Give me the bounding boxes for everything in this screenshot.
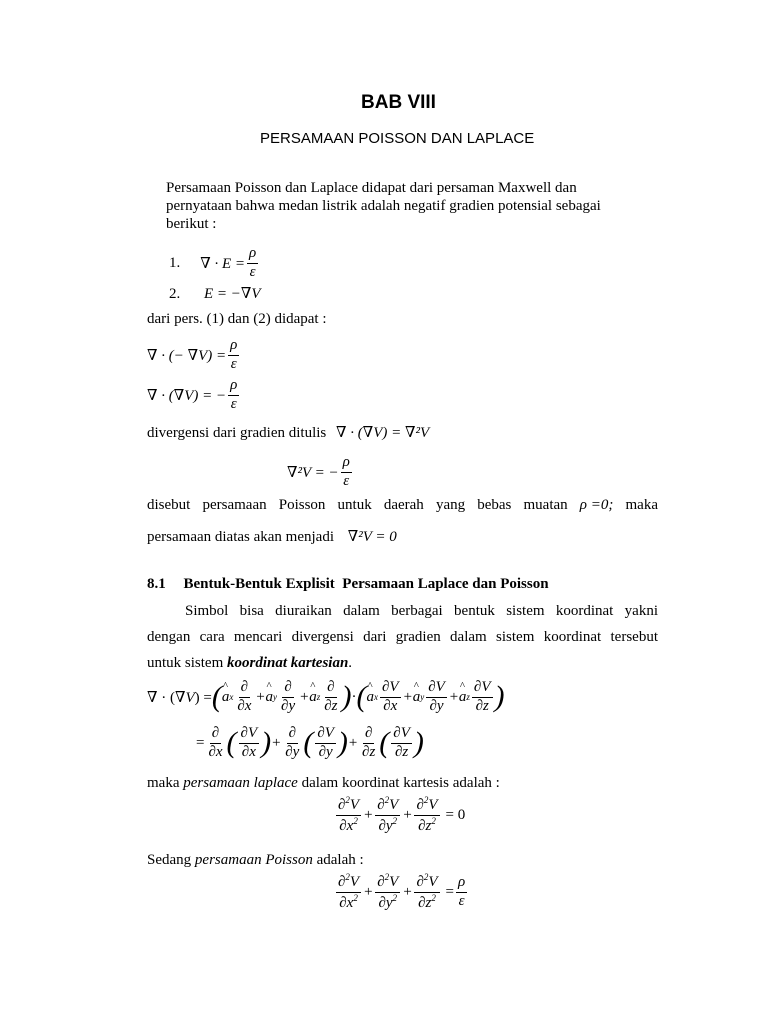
chapter-subtitle: PERSAMAAN POISSON DAN LAPLACE	[260, 130, 535, 147]
equation-lhs: ∇ · E =	[200, 255, 246, 272]
emphasis: persamaan laplace	[183, 775, 298, 791]
list-item-2	[169, 284, 261, 303]
denominator: ε	[249, 263, 256, 280]
intro-line-3: berikut :	[166, 216, 217, 232]
partial-sum-equation: = $\frac{\partial}{\partial x}$ ( $\frac{\partial V}{\partial x}$ ) + $\frac{\partial}{\partial y}$ ( $\frac{\partial V}{\partial y}$ ) + $\frac{\partial}{\partial z}$ ( $\frac{\partial V}{\partial z}$ )	[196, 725, 424, 760]
text: adalah :	[312, 852, 364, 868]
numerator: ρ	[228, 378, 239, 396]
word: disebut	[147, 497, 191, 513]
text: maka	[147, 775, 184, 791]
numerator: ρ	[247, 246, 258, 264]
text: untuk sistem	[147, 655, 228, 671]
fraction	[228, 378, 239, 413]
equation-neg-grad	[147, 338, 241, 373]
section-para-line-2: dengan cara mencari divergensi dari gradien dalam sistem koordinat tersebut	[147, 629, 658, 645]
equals-zero: = 0	[445, 806, 466, 823]
laplace-intro	[147, 775, 500, 792]
list-number: 2.	[169, 286, 181, 302]
word: maka	[625, 497, 658, 513]
equation: E = −∇V	[204, 286, 261, 302]
denominator: ε	[343, 472, 350, 489]
text-from-equations: dari pers. (1) dan (2) didapat :	[147, 311, 327, 327]
text: dalam koordinat kartesis adalah :	[297, 775, 500, 791]
divergence-expression: ∇ · (∇V) = ∇²V	[336, 425, 430, 441]
text: Sedang	[147, 852, 195, 868]
word: muatan	[523, 497, 568, 513]
emphasis: persamaan Poisson	[194, 852, 313, 868]
denominator: ε	[230, 355, 237, 372]
denominator: ε	[230, 395, 237, 412]
text: .	[348, 655, 353, 671]
section-para-line-1: Simbol bisa diuraikan dalam berbagai bentuk sistem koordinat yakni	[185, 603, 658, 619]
word: daerah	[383, 497, 424, 513]
emphasis: koordinat kartesian	[227, 655, 349, 671]
poisson-text-line-1	[147, 497, 658, 514]
divergence-text: divergensi dari gradien ditulis	[147, 425, 327, 441]
word: untuk	[337, 497, 372, 513]
word: bebas	[477, 497, 512, 513]
fraction	[247, 246, 258, 281]
laplace-cartesian-equation: $\frac{\partial^2V}{\partial x^2}$ + $\frac{\partial^2V}{\partial y^2}$ + $\frac{\partial^2V}{\partial z^2}$ = 0	[338, 795, 466, 834]
fraction	[228, 338, 239, 373]
poisson-text-line-2	[147, 527, 397, 546]
gradient-expansion-equation: ∇ · (∇V) = ( ^ a x $\frac{\partial}{\partial x}$ + ^ a y $\frac{\partial}{\partial y}$ + ^ a z $\frac{\partial}{\partial z}$ ) · ( ^ a x $\frac{\partial V}{\partial x}$ + ^ a y $\frac{\partial V}{\partial y}$ + ^ a z $\frac{\partial V}{\partial z}$ )	[147, 680, 505, 715]
numerator: ρ	[341, 455, 352, 473]
section-para-line-3	[147, 655, 352, 672]
chapter-title: BAB VIII	[361, 92, 436, 113]
equation-lhs: ∇²V = −	[287, 464, 339, 481]
list-number: 1.	[169, 254, 181, 271]
intro-line-1: Persamaan Poisson dan Laplace didapat dari persaman Maxwell dan	[166, 180, 577, 196]
poisson-equation	[287, 455, 354, 490]
section-title: Bentuk-Bentuk Explisit Persamaan Laplace dan Poisson	[183, 576, 549, 592]
equation-lhs: ∇ · (∇V) = −	[147, 387, 227, 404]
intro-line-2: pernyataan bahwa medan listrik adalah negatif gradien potensial sebagai	[166, 198, 601, 214]
equation-lhs: ∇ · (− ∇V) =	[147, 347, 227, 364]
word: persamaan	[202, 497, 267, 513]
fraction	[341, 455, 352, 490]
word: yang	[435, 497, 466, 513]
numerator: ρ	[456, 875, 467, 893]
denominator: ε	[458, 892, 465, 909]
poisson-intro	[147, 852, 364, 869]
list-item-1	[169, 246, 260, 281]
section-heading	[147, 576, 549, 593]
fraction	[456, 875, 467, 910]
section-number: 8.1	[147, 576, 166, 592]
word: Poisson	[278, 497, 326, 513]
poisson-cartesian-equation: $\frac{\partial^2V}{\partial x^2}$ + $\frac{\partial^2V}{\partial y^2}$ + $\frac{\partial^2V}{\partial z^2}$ = $\frac{\rho}{\varepsilon}$	[338, 872, 466, 911]
numerator: ρ	[228, 338, 239, 356]
rho-zero: ρ =0;	[579, 497, 614, 513]
text: persamaan diatas akan menjadi	[147, 529, 335, 545]
divergence-line	[147, 423, 429, 442]
laplace-expression: ∇²V = 0	[347, 529, 397, 545]
equation-grad	[147, 378, 241, 413]
